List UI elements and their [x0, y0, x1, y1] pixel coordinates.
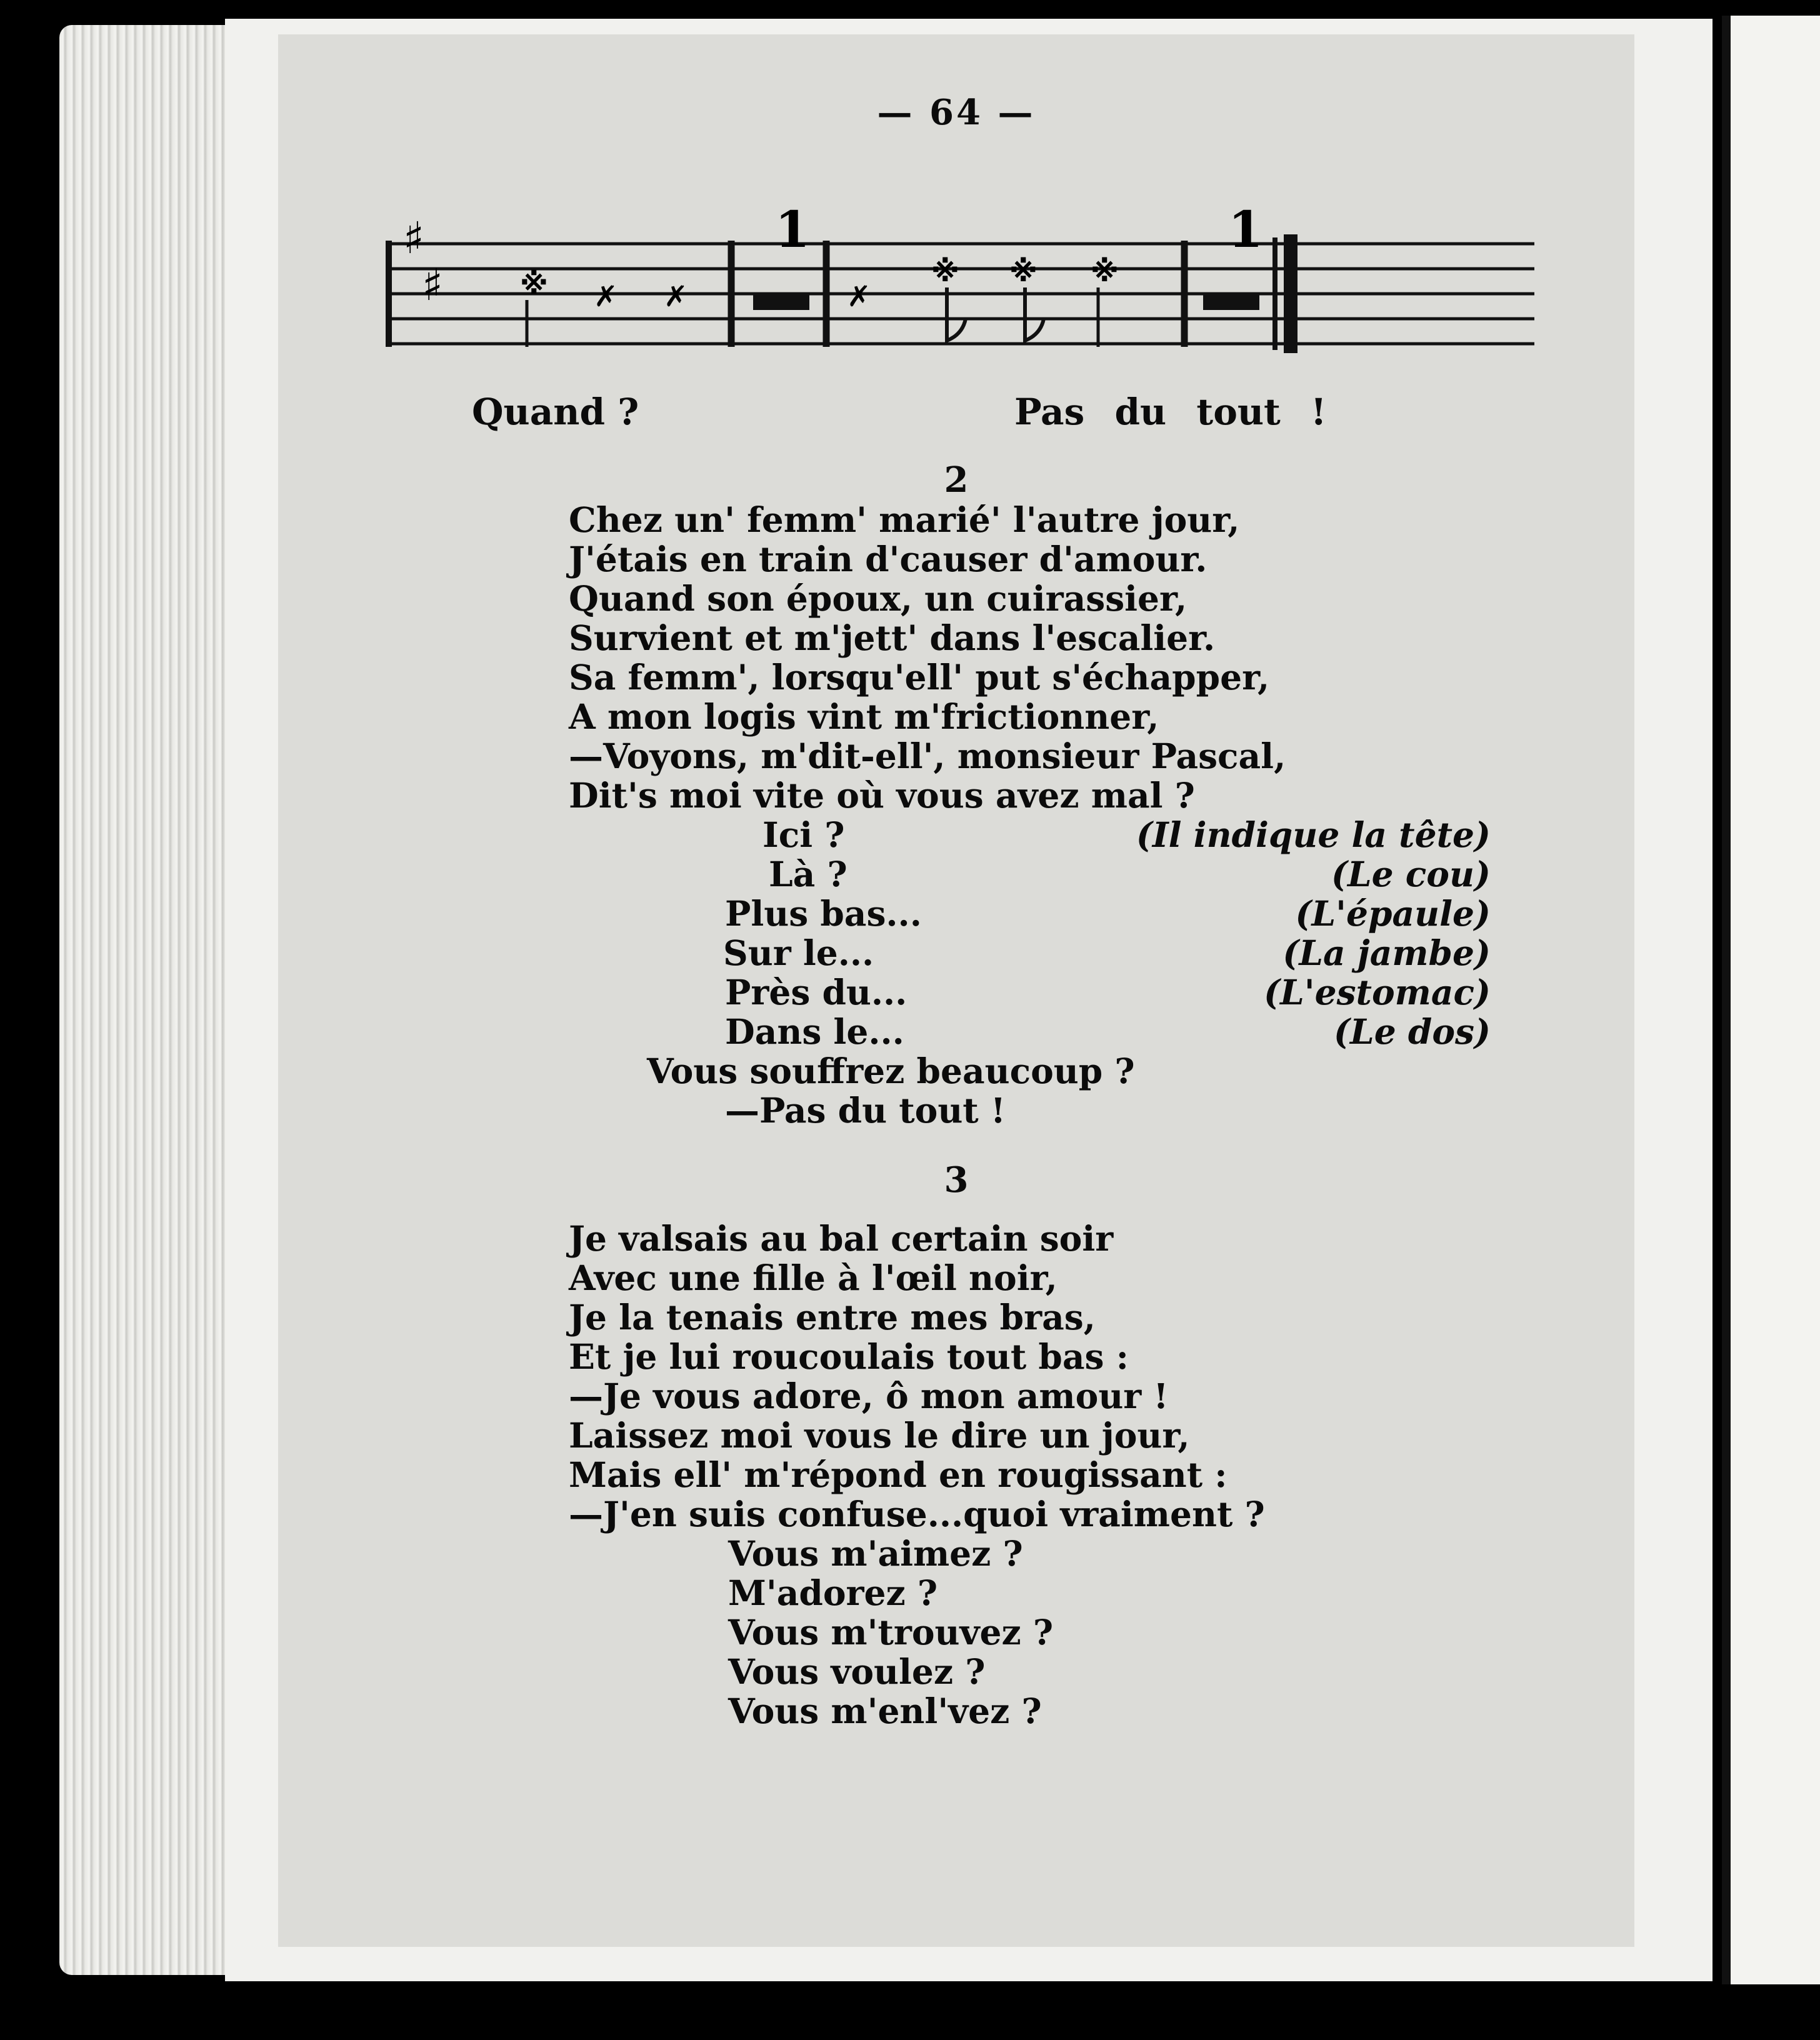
cross-note-icon: ※ [931, 254, 959, 288]
book-page-edges [59, 25, 241, 1975]
dialog-word: Sur le... [723, 932, 874, 973]
verse-line: Sa femm', lorsqu'ell' put s'échapper, [569, 657, 1270, 698]
cross-note-icon: ✗ [594, 279, 618, 313]
stage-direction: (Le cou) [1331, 854, 1491, 894]
verse-question: Vous souffrez beaucoup ? [647, 1051, 1135, 1091]
verse-line: Mais ell' m'répond en rougissant : [569, 1454, 1228, 1495]
verse-answer: —Pas du tout ! [725, 1090, 1006, 1131]
verse-line: Je la tenais entre mes bras, [569, 1297, 1096, 1338]
sharp-icon: ♯ [403, 212, 424, 264]
verse-question: Vous voulez ? [728, 1651, 986, 1692]
dialog-word: Dans le... [725, 1011, 904, 1052]
verse-line: —J'en suis confuse...quoi vraiment ? [569, 1494, 1265, 1534]
stage-direction: (L'épaule) [1295, 893, 1491, 934]
sharp-icon: ♯ [422, 259, 443, 311]
eighth-note-flag-icon [1025, 288, 1044, 341]
verse-line: —Je vous adore, ô mon amour ! [569, 1376, 1169, 1416]
book-page [278, 34, 1634, 1947]
cross-note-icon: ※ [520, 267, 548, 301]
rest-count: 1 [1228, 200, 1263, 259]
verse-question: Vous m'enl'vez ? [728, 1691, 1042, 1731]
stage-direction: (Le dos) [1334, 1011, 1491, 1052]
verse-line: Quand son époux, un cuirassier, [569, 578, 1188, 619]
cross-note-icon: ✗ [847, 279, 871, 313]
whole-rest-icon [1203, 294, 1259, 310]
music-lyric-right: Pas du tout ! [1014, 391, 1327, 433]
dialog-word: Ici ? [762, 814, 845, 855]
rest-count: 1 [775, 200, 810, 259]
verse-question: M'adorez ? [728, 1572, 938, 1613]
facing-page-edge [1722, 16, 1820, 1984]
verse-line: —Voyons, m'dit-ell', monsieur Pascal, [569, 736, 1286, 776]
stage-direction: (La jambe) [1282, 932, 1491, 973]
verse-line: Survient et m'jett' dans l'escalier. [569, 618, 1216, 658]
stage-direction: (L'estomac) [1264, 972, 1491, 1012]
verse-line: Et je lui roucoulais tout bas : [569, 1336, 1129, 1377]
stage-direction: (Il indique la tête) [1136, 814, 1491, 855]
verse-number: 3 [944, 1159, 969, 1201]
verse-line: Avec une fille à l'œil noir, [569, 1258, 1058, 1298]
verse-question: Vous m'aimez ? [728, 1533, 1023, 1574]
whole-rest-icon [753, 294, 809, 310]
verse-number: 2 [944, 459, 969, 501]
verse-question: Vous m'trouvez ? [728, 1612, 1054, 1652]
dialog-word: Près du... [725, 972, 908, 1012]
eighth-note-flag-icon [947, 288, 966, 341]
verse-line: Chez un' femm' marié' l'autre jour, [569, 499, 1240, 540]
dialog-word: Là ? [769, 854, 848, 894]
dialog-word: Plus bas... [725, 893, 922, 934]
verse-line: A mon logis vint m'frictionner, [569, 696, 1159, 737]
music-staff [381, 159, 1544, 397]
verse-line: Je valsais au bal certain soir [569, 1218, 1114, 1259]
cross-note-icon: ※ [1009, 254, 1038, 288]
verse-line: J'étais en train d'causer d'amour. [569, 539, 1208, 579]
page-number: — 64 — [877, 92, 1036, 133]
cross-note-icon: ✗ [664, 279, 688, 313]
verse-line: Dit's moi vite où vous avez mal ? [569, 775, 1195, 816]
music-lyric-left: Quand ? [472, 391, 639, 433]
verse-line: Laissez moi vous le dire un jour, [569, 1415, 1190, 1456]
cross-note-icon: ※ [1091, 254, 1119, 288]
